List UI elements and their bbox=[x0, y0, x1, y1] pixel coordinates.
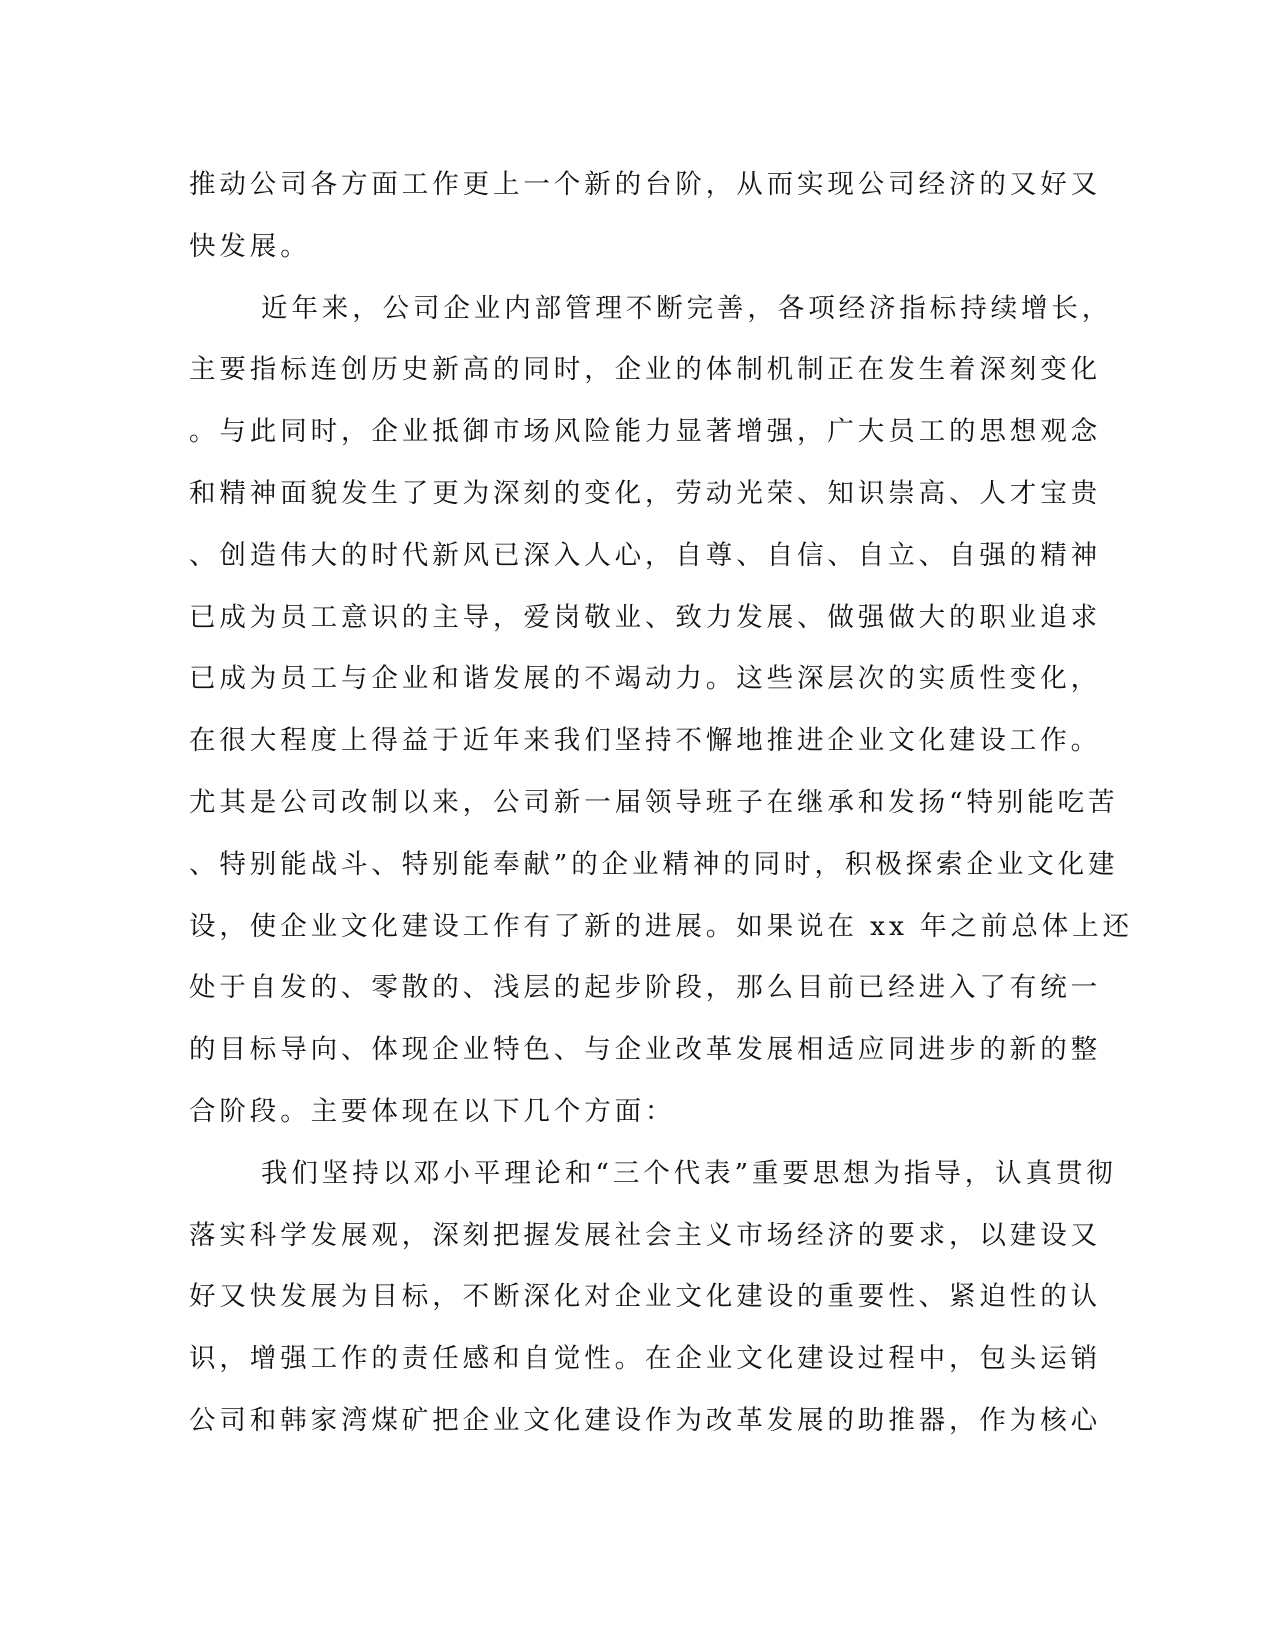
text-line: 快发展。 bbox=[189, 230, 311, 262]
text-line: 好又快发展为目标，不断深化对企业文化建设的重要性、紧迫性的认 bbox=[189, 1281, 1101, 1313]
text-line: 已成为员工与企业和谐发展的不竭动力。这些深层次的实质性变化， bbox=[189, 663, 1101, 695]
paragraph-start-line: 我们坚持以邓小平理论和“三个代表”重要思想为指导，认真贯彻 bbox=[261, 1157, 1117, 1189]
body-text bbox=[189, 154, 1133, 1452]
text-line: 设，使企业文化建设工作有了新的进展。如果说在 xx 年之前总体上还 bbox=[189, 910, 1133, 942]
text-line: 、特别能战斗、特别能奉献”的企业精神的同时，积极探索企业文化建 bbox=[189, 848, 1119, 880]
text-line: 、创造伟大的时代新风已深入人心，自尊、自信、自立、自强的精神 bbox=[189, 539, 1101, 571]
text-line: 已成为员工意识的主导，爱岗敬业、致力发展、做强做大的职业追求 bbox=[189, 601, 1101, 633]
text-line: 合阶段。主要体现在以下几个方面： bbox=[189, 1095, 676, 1127]
text-line: 尤其是公司改制以来，公司新一届领导班子在继承和发扬“特别能吃苦 bbox=[189, 786, 1119, 818]
text-line: 公司和韩家湾煤矿把企业文化建设作为改革发展的助推器，作为核心 bbox=[189, 1404, 1101, 1436]
text-line: 。与此同时，企业抵御市场风险能力显著增强，广大员工的思想观念 bbox=[189, 416, 1101, 448]
text-line: 的目标导向、体现企业特色、与企业改革发展相适应同进步的新的整 bbox=[189, 1034, 1101, 1066]
text-line: 和精神面貌发生了更为深刻的变化，劳动光荣、知识崇高、人才宝贵 bbox=[189, 477, 1101, 509]
text-line: 处于自发的、零散的、浅层的起步阶段，那么目前已经进入了有统一 bbox=[189, 972, 1101, 1004]
text-line: 落实科学发展观，深刻把握发展社会主义市场经济的要求，以建设又 bbox=[189, 1219, 1101, 1251]
text-line: 识，增强工作的责任感和自觉性。在企业文化建设过程中，包头运销 bbox=[189, 1343, 1101, 1375]
text-line: 主要指标连创历史新高的同时，企业的体制机制正在发生着深刻变化 bbox=[189, 354, 1101, 386]
paragraph-start-line: 近年来，公司企业内部管理不断完善，各项经济指标持续增长， bbox=[261, 292, 1113, 324]
text-line: 推动公司各方面工作更上一个新的台阶，从而实现公司经济的又好又 bbox=[189, 169, 1101, 200]
text-line: 在很大程度上得益于近年来我们坚持不懈地推进企业文化建设工作。 bbox=[189, 725, 1101, 757]
